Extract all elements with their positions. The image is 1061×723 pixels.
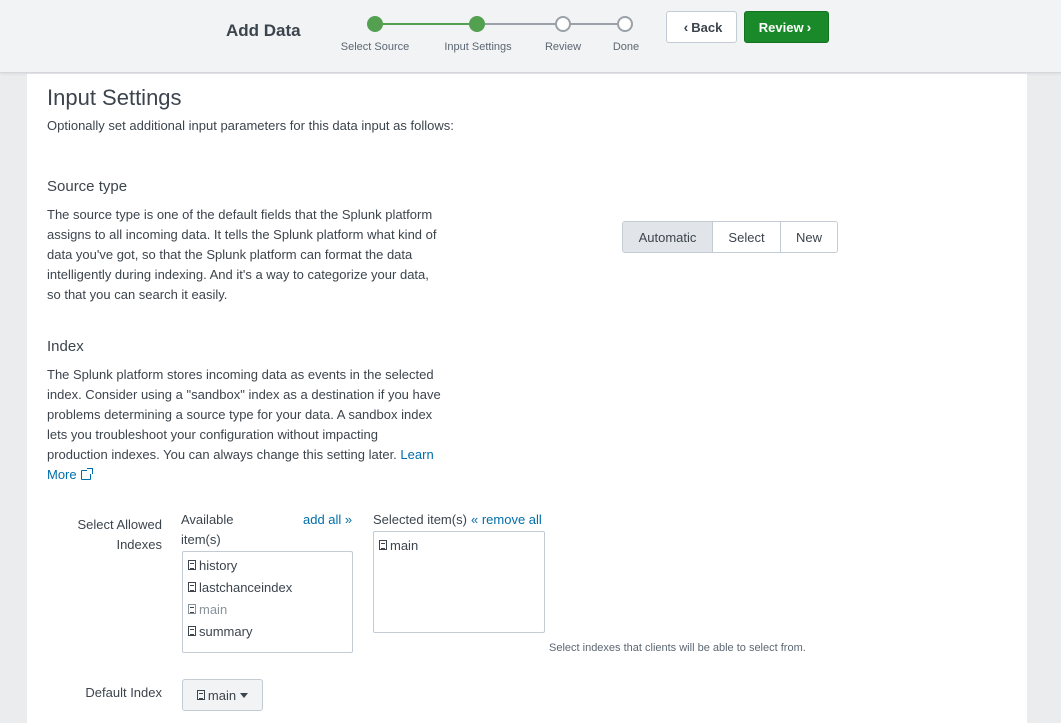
- chevron-right-icon: ›: [806, 19, 812, 35]
- review-button[interactable]: [744, 11, 829, 43]
- review-button-label: Review: [758, 19, 804, 35]
- list-item[interactable]: main: [374, 534, 544, 556]
- index-icon: [188, 582, 196, 592]
- source-type-automatic-button[interactable]: Automatic: [623, 222, 713, 252]
- back-button-label: Back: [691, 19, 723, 35]
- source-type-select-button[interactable]: Select: [713, 222, 781, 252]
- learn-more-link[interactable]: Learn More: [47, 447, 434, 482]
- selected-items-list[interactable]: [373, 531, 545, 633]
- step-dot-input-settings: [469, 16, 485, 32]
- allowed-indexes-label: Select Allowed Indexes: [77, 517, 162, 552]
- default-index-value: main: [207, 687, 237, 703]
- list-item[interactable]: history: [183, 554, 352, 576]
- source-type-heading: Source type: [47, 178, 128, 195]
- step-label-review: Review: [544, 41, 582, 53]
- default-index-label: Default Index: [85, 685, 162, 700]
- available-items-list[interactable]: [182, 551, 353, 653]
- caret-down-icon: [240, 693, 248, 698]
- index-icon: [188, 604, 196, 614]
- external-link-icon: [81, 470, 91, 480]
- list-item[interactable]: main: [183, 598, 352, 620]
- index-description: [47, 365, 442, 485]
- progress-line-pending: [478, 23, 626, 25]
- allowed-indexes-help: Select indexes that clients will be able to select from.: [549, 642, 806, 654]
- index-icon: [188, 560, 196, 570]
- source-type-selector: [622, 221, 838, 253]
- progress-line-complete: [376, 23, 478, 25]
- step-label-select-source: Select Source: [340, 41, 410, 53]
- available-items-heading: Available item(s): [181, 512, 234, 547]
- index-description-text: The Splunk platform stores incoming data as events in the selected index. Consider using a "sandbox" index as a destination if you have problems determining a source type for your data. A sandbox index lets you troubleshoot your configuration without impacting production indexes. You can always change this setting later.: [47, 367, 441, 462]
- wizard-steps: [335, 15, 655, 63]
- remove-all-link[interactable]: « remove all: [471, 512, 542, 527]
- index-icon: [197, 690, 205, 700]
- selected-items-heading: Selected item(s): [373, 512, 467, 527]
- page-title: Input Settings: [47, 85, 182, 110]
- default-index-dropdown[interactable]: [182, 679, 263, 711]
- step-dot-select-source: [367, 16, 383, 32]
- back-button[interactable]: [666, 11, 737, 43]
- list-item[interactable]: summary: [183, 620, 352, 642]
- chevron-left-icon: ‹: [683, 19, 689, 35]
- source-type-new-button[interactable]: New: [781, 222, 837, 252]
- source-type-description: The source type is one of the default fields that the Splunk platform assigns to all incoming data. It tells the Splunk platform what kind of data you've got, so that the Splunk platform can format the data intelligently during indexing. And it's a way to categorize your data, so that you can search it easily.: [47, 207, 437, 302]
- page-subtitle: Optionally set additional input parameters for this data input as follows:: [47, 118, 454, 133]
- index-heading: Index: [47, 338, 84, 355]
- page-heading: Add Data: [226, 21, 301, 40]
- index-icon: [188, 626, 196, 636]
- step-dot-review: [555, 16, 571, 32]
- step-label-done: Done: [612, 41, 640, 53]
- add-all-link[interactable]: add all »: [303, 512, 353, 527]
- step-label-input-settings: Input Settings: [444, 41, 512, 53]
- wizard-header: [0, 0, 1061, 73]
- step-dot-done: [617, 16, 633, 32]
- list-item[interactable]: lastchanceindex: [183, 576, 352, 598]
- index-icon: [379, 540, 387, 550]
